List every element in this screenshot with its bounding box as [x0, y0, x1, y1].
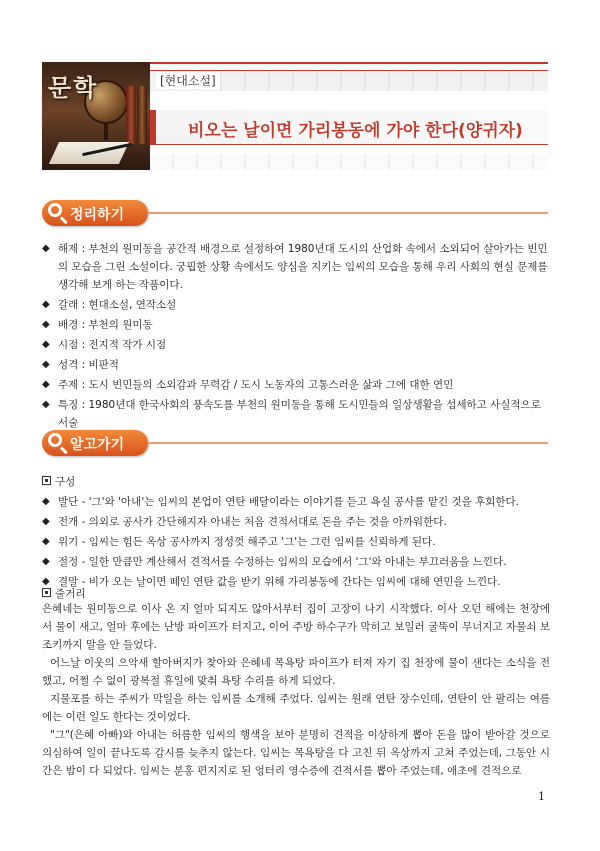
- section-title: 정리하기: [70, 207, 125, 223]
- summary-title: 줄거리: [42, 586, 85, 601]
- diamond-bullet-icon: ◆: [42, 299, 50, 310]
- banner-category: [현대소설]: [156, 72, 220, 89]
- list-item: ◆ 절정 - 일한 만큼만 계산해서 견적서를 수정하는 임씨의 모습에서 '그'와 아내는 부끄러움을 느낀다.: [42, 552, 552, 572]
- square-bullet-icon: [42, 588, 51, 597]
- list-item: ◆ 배경 : 부천의 원미동: [42, 316, 552, 334]
- magnifier-icon: [48, 203, 62, 217]
- square-bullet-icon: [42, 476, 51, 485]
- list-item: ◆ 특징 : 1980년대 한국사회의 풍속도를 부천의 원미동을 통해 도시민들의 일상생활을 섬세하고 사실적으로 서술: [42, 396, 552, 432]
- diamond-bullet-icon: ◆: [42, 379, 50, 390]
- paragraph: 어느날 이웃의 으악새 할아버지가 찾아와 은혜네 목욕탕 파이프가 터져 자기 집 천장에 물이 샌다는 소식을 전했고, 어쩔 수 없이 광복절 휴일에 맞춰 욕탕 수리를 하게 되었다.: [42, 657, 550, 687]
- section-heading-summary: [42, 200, 548, 228]
- diamond-bullet-icon: ◆: [42, 243, 50, 254]
- diamond-bullet-icon: ◆: [42, 576, 50, 587]
- book-icon: [126, 86, 136, 144]
- diamond-bullet-icon: ◆: [42, 319, 50, 330]
- diamond-bullet-icon: ◆: [42, 496, 50, 507]
- banner-subject: 문학: [48, 74, 99, 102]
- list-item: ◆ 주제 : 도시 빈민들의 소외감과 무력감 / 도시 노동자의 고통스러운 삶과 그에 대한 연민: [42, 376, 552, 394]
- paragraph: 은혜네는 원미동으로 이사 온 지 얼마 되지도 않아서부터 집이 고장이 나기 시작했다. 이사 오던 해에는 천장에서 물이 새고, 얼마 후에는 난방 파이프가 터지고, 이어 주방 하수구가 막히고 보일러 굴뚝이 무너지고 자물쇠 보조키까지 말을 안 들었다.: [42, 603, 550, 651]
- diamond-bullet-icon: ◆: [42, 359, 50, 370]
- paragraph: 지물포를 하는 주씨가 막일을 하는 임씨를 소개해 주었다. 임씨는 원래 연탄 장수인데, 연탄이 안 팔리는 여름에는 이런 일도 한다는 것이었다.: [42, 693, 550, 723]
- diamond-bullet-icon: ◆: [42, 339, 50, 350]
- diamond-bullet-icon: ◆: [42, 556, 50, 567]
- paragraph: "그"(은혜 아빠)와 아내는 허름한 임씨의 행색을 보아 분명히 견적을 이상하게 뽑아 돈을 많이 받아갈 것으로 의심하여 일이 끝나도록 감시를 늦추지 않는다. 임씨는 목욕탕을 다 고친 뒤 옥상까지 고쳐 주었는데, 그동안 시간은 밤이 다 되었다. 임씨는 분홍 편지지로 된 엉터리 영수증에 견적서를 뽑아 주었는데, 애초에 견적으로: [42, 729, 550, 777]
- list-item: ◆ 결말 - 비가 오는 날이면 떼인 연탄 값을 받기 위해 가리봉동에 간다는 임씨에 대해 연민을 느낀다.: [42, 572, 552, 592]
- list-item: ◆ 발단 - '그'와 '아내'는 임씨의 본업이 연탄 배달이라는 이야기를 듣고 욕실 공사를 맡긴 것을 후회한다.: [42, 492, 552, 512]
- list-item: ◆ 전개 - 의외로 공사가 간단해지자 아내는 처음 견적서대로 돈을 주는 것을 아까워한다.: [42, 512, 552, 532]
- list-item: ◆ 해제 : 부천의 원미동을 공간적 배경으로 설정하여 1980년대 도시의 산업화 속에서 소외되어 살아가는 빈민의 모습을 그린 소설이다. 궁핍한 상황 속에서도 양심을 지키는 임씨의 모습을 통해 우리 사회의 현실 문제를 생각해 보게 하는 작품이다.: [42, 240, 552, 294]
- structure-list: [42, 492, 552, 592]
- diamond-bullet-icon: ◆: [42, 536, 50, 547]
- list-item: ◆ 위기 - 임씨는 힘든 옥상 공사까지 정성껏 해주고 '그'는 그런 임씨를 신뢰하게 된다.: [42, 532, 552, 552]
- structure-title: 구성: [42, 474, 75, 489]
- page-title: 비오는 날이면 가리봉동에 가야 한다(양귀자): [188, 121, 523, 141]
- list-item: ◆ 갈래 : 현대소설, 연작소설: [42, 296, 552, 314]
- summary-list: [42, 240, 552, 434]
- book-icon: [137, 86, 147, 144]
- magnifier-icon: [48, 433, 62, 447]
- diamond-bullet-icon: ◆: [42, 399, 50, 410]
- banner-photo: [42, 62, 150, 170]
- section-heading-background: [42, 430, 548, 458]
- section-title: 알고가기: [70, 437, 125, 453]
- list-item: ◆ 성격 : 비판적: [42, 356, 552, 374]
- title-banner: [42, 62, 548, 170]
- page-number: 1: [538, 790, 545, 803]
- list-item: ◆ 시점 : 전지적 작가 시점: [42, 336, 552, 354]
- plot-summary: [42, 600, 550, 780]
- diamond-bullet-icon: ◆: [42, 516, 50, 527]
